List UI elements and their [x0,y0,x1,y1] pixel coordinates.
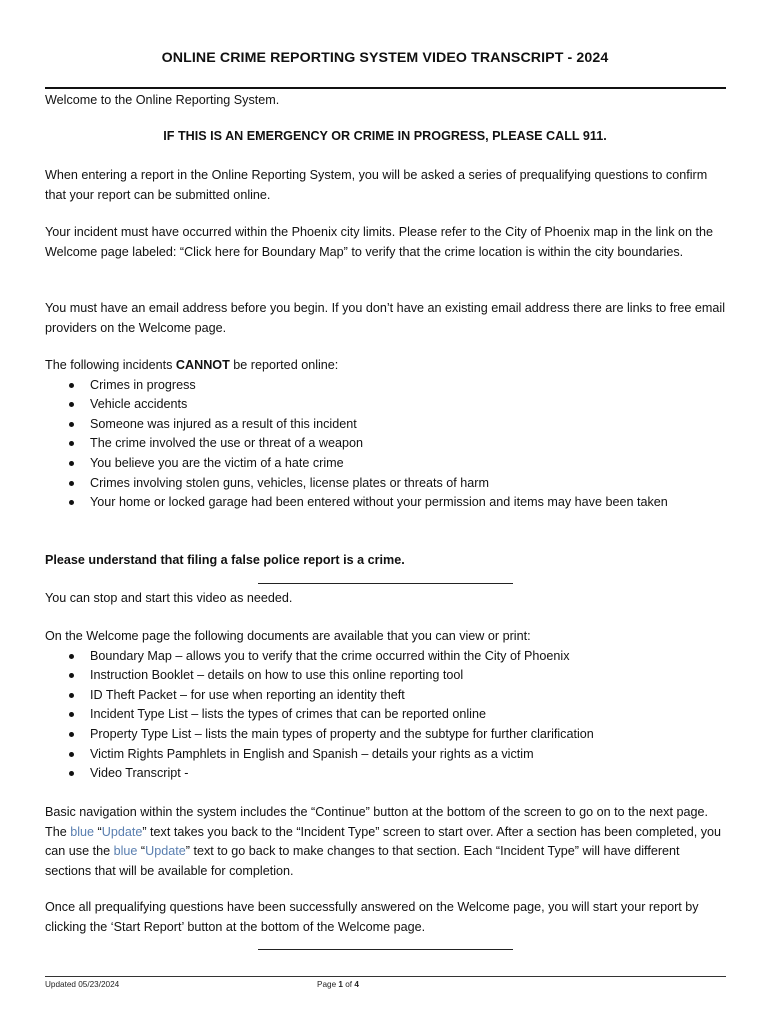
list-item: Boundary Map – allows you to verify that the crime occurred within the City of Phoenix [45,647,725,667]
stop-start-text: You can stop and start this video as needed. [45,591,293,605]
footer-divider [45,976,726,977]
list-item: Vehicle accidents [45,395,725,415]
list-item: Crimes involving stolen guns, vehicles, license plates or threats of harm [45,474,725,494]
prequalifying-paragraph: When entering a report in the Online Reporting System, you will be asked a series of prequalifying questions to confirm that your report can be submitted online. [45,168,708,202]
welcome-text: Welcome to the Online Reporting System. [45,93,280,107]
list-item: Your home or locked garage had been entered without your permission and items may have been taken [45,493,725,513]
blue-word: blue [113,844,138,859]
update-link-text: Update [101,824,143,839]
cannot-report-list [45,376,725,513]
cannot-emphasis: CANNOT [175,358,230,372]
footer-updated-date: Updated 05/23/2024 [45,980,120,989]
blue-word: blue [70,824,95,839]
start-report-paragraph: Once all prequalifying questions have been successfully answered on the Welcome page, you will start your report by clicking the ‘Start Report’ button at the bottom of the Welcome page. [45,900,699,934]
documents-list [45,647,725,784]
section-divider [258,583,513,584]
list-item: Victim Rights Pamphlets in English and Spanish – details your rights as a victim [45,745,725,765]
list-item: The crime involved the use or threat of a weapon [45,434,725,454]
list-item: Crimes in progress [45,376,725,396]
cannot-report-section [45,356,725,513]
section-divider [258,949,513,950]
city-limits-paragraph: Your incident must have occurred within the Phoenix city limits. Please refer to the City of Phoenix map in the link on the Welcome page labeled: “Click here for Boundary Map” to verify that the crime location is within the city boundaries. [45,225,714,259]
false-report-warning: Please understand that filing a false police report is a crime. [45,553,405,567]
update-link-text: Update [145,844,186,859]
list-item: Instruction Booklet – details on how to use this online reporting tool [45,666,725,686]
emergency-notice: IF THIS IS AN EMERGENCY OR CRIME IN PROGRESS, PLEASE CALL 911. [163,129,607,143]
navigation-paragraph: Basic navigation within the system includes the “Continue” button at the bottom of the screen to go on to the next page. The blue “Update” text takes you back to the “Incident Type” screen to start over. After a section has been completed, you can use the blue “Update” text to go back to make changes to that section. Each “Incident Type” will have different sections that will be available for completion. [45,805,722,878]
list-item: Video Transcript - [45,764,725,784]
title-divider [45,87,726,89]
list-item: Incident Type List – lists the types of crimes that can be reported online [45,705,725,725]
list-item: ID Theft Packet – for use when reporting an identity theft [45,686,725,706]
list-item: You believe you are the victim of a hate crime [45,454,725,474]
page-number: Page 1 of 4 [317,980,359,989]
list-item: Property Type List – lists the main types of property and the subtype for further clarification [45,725,725,745]
list-item: Someone was injured as a result of this incident [45,415,725,435]
cannot-report-intro: The following incidents CANNOT be reported online: [45,358,339,372]
email-paragraph: You must have an email address before you begin. If you don’t have an existing email address there are links to free email providers on the Welcome page. [45,301,725,335]
documents-section [45,627,725,784]
document-title: ONLINE CRIME REPORTING SYSTEM VIDEO TRANSCRIPT - 2024 [161,50,609,66]
documents-intro: On the Welcome page the following documents are available that you can view or print: [45,629,531,643]
